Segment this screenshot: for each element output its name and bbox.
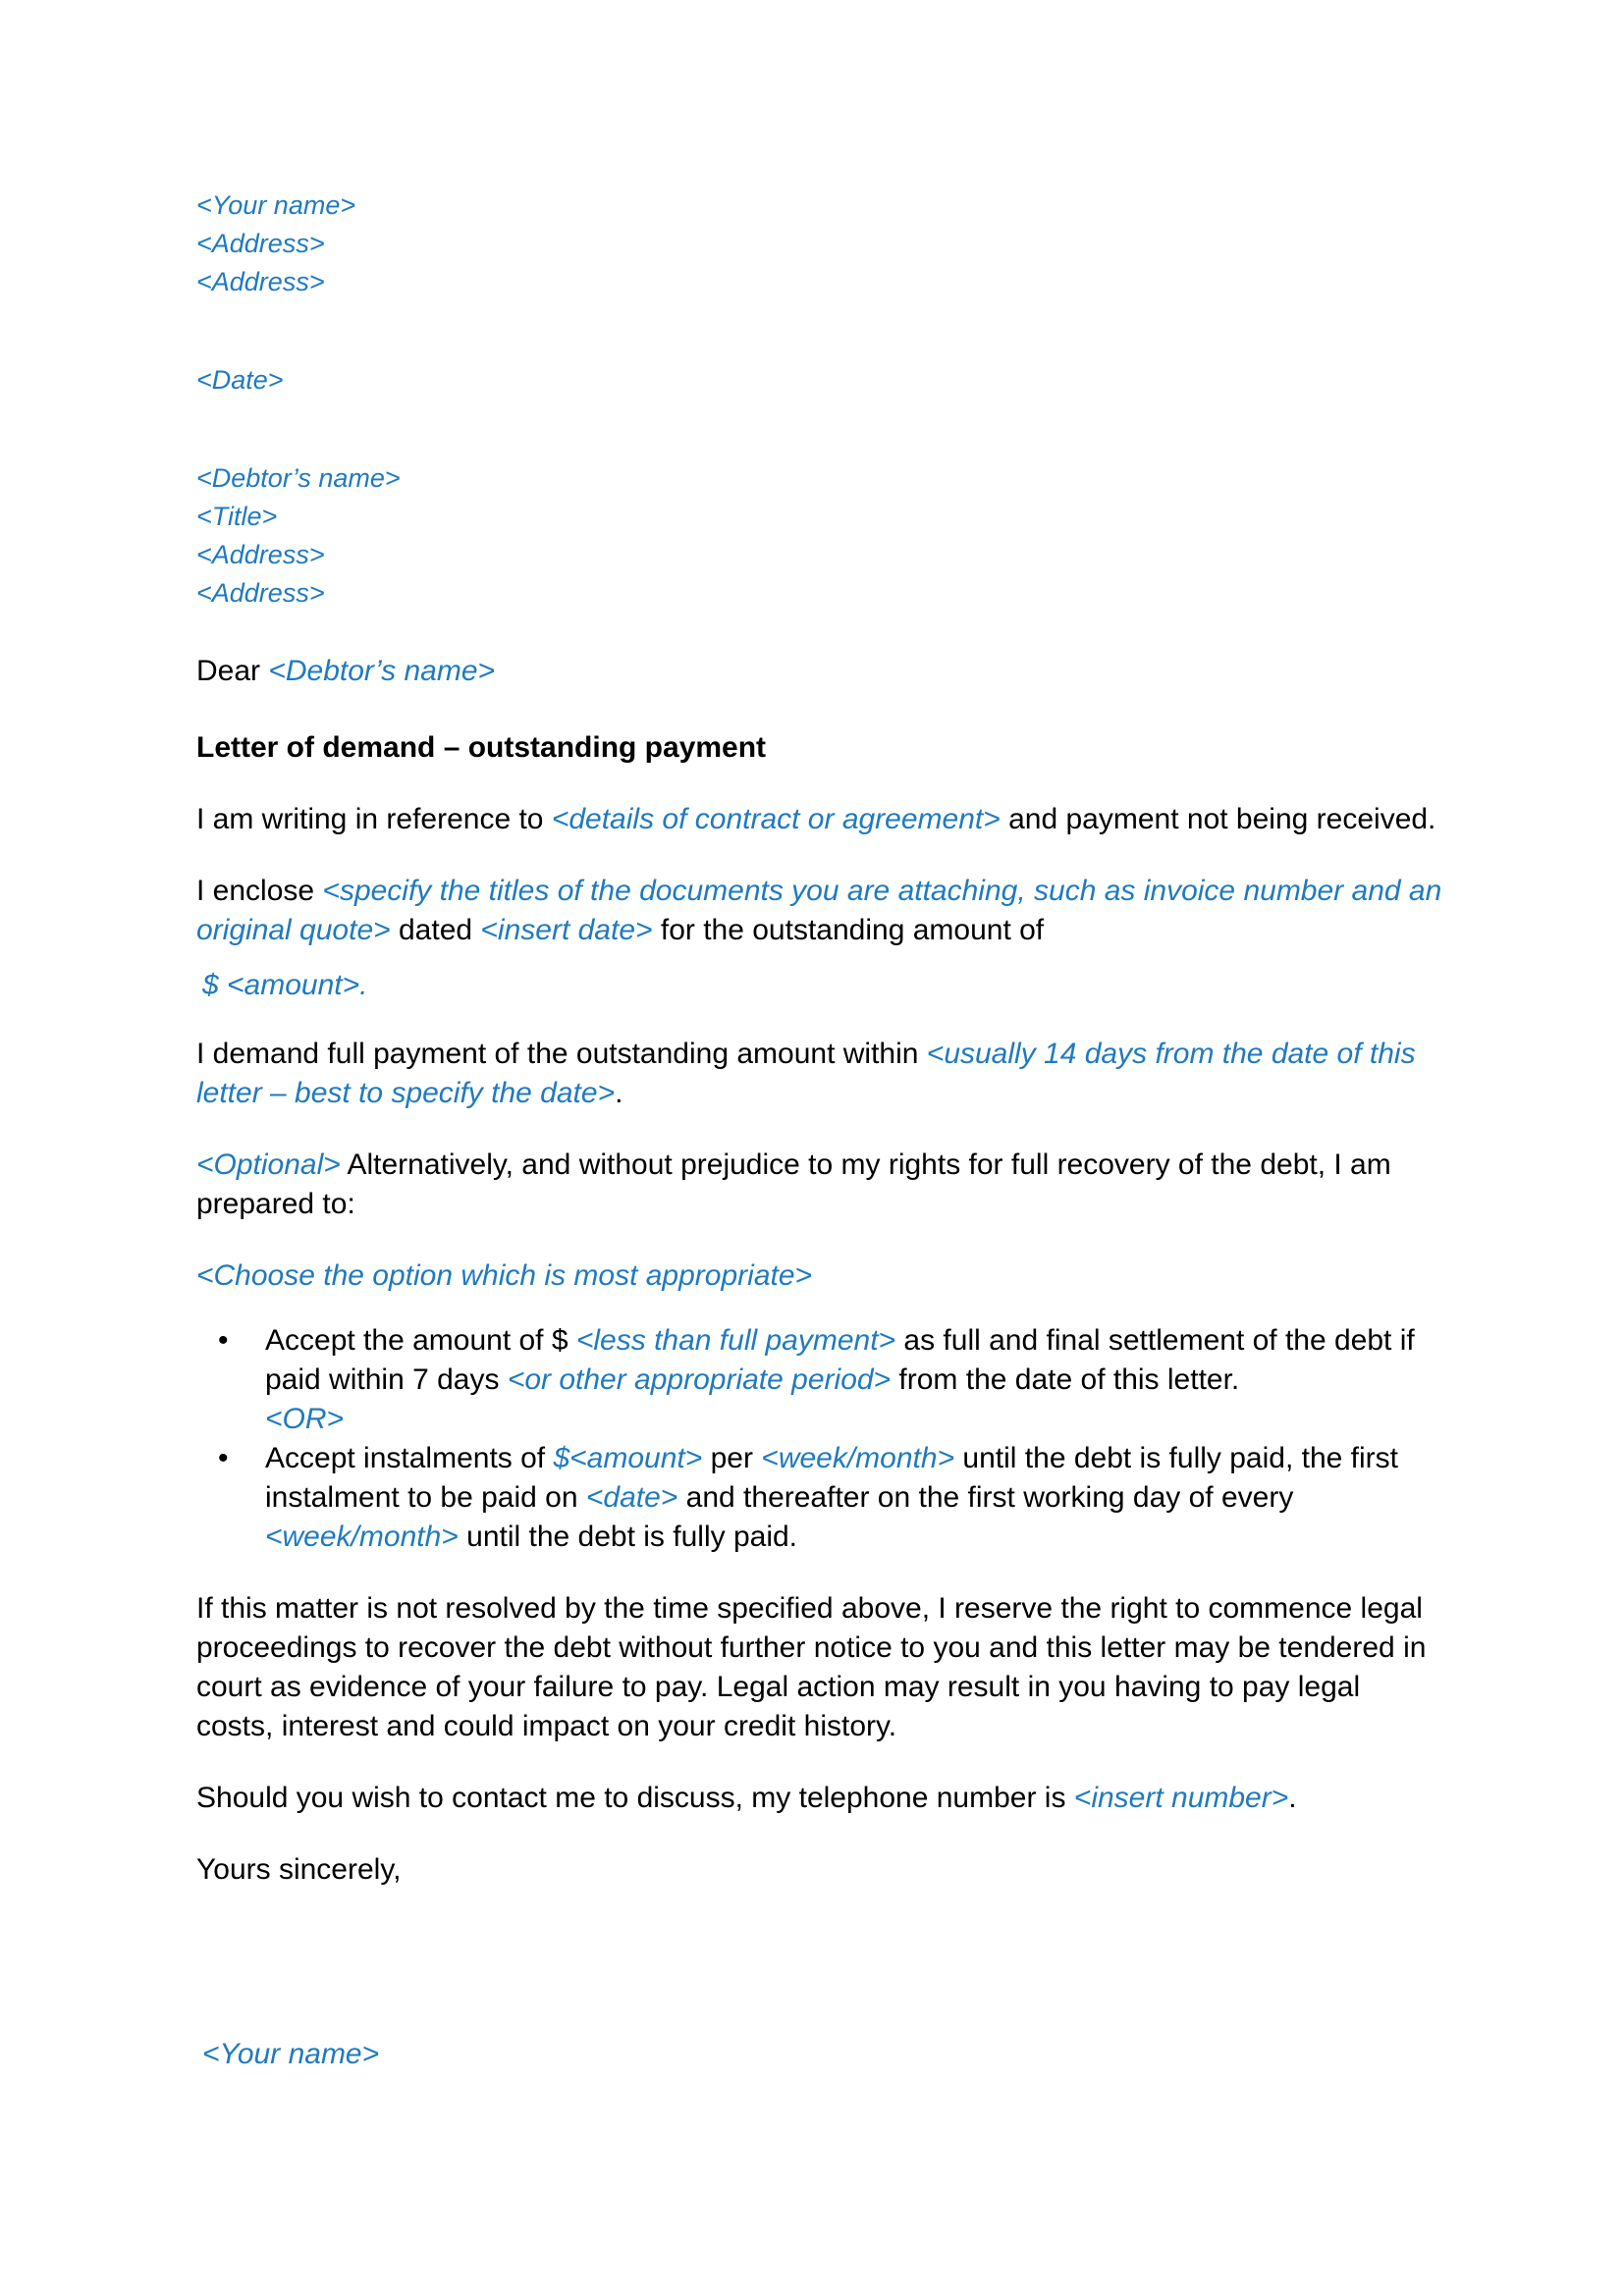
salutation xyxy=(196,652,1443,691)
sender-name: <Your name> xyxy=(196,190,356,220)
reference-text-2: and payment not being received. xyxy=(1000,803,1436,835)
recurring-frequency-placeholder: <week/month> xyxy=(265,1521,459,1553)
signature-name-placeholder: <Your name> xyxy=(202,2038,380,2070)
salutation-debtor-placeholder: <Debtor’s name> xyxy=(268,655,496,687)
debtor-address-line-1: <Address> xyxy=(196,540,325,569)
instalment-frequency-placeholder: <week/month> xyxy=(761,1442,955,1474)
paragraph-legal-notice: If this matter is not resolved by the time specified above, I reserve the right to commence legal proceedings to recover the debt without further notice to you and this letter may be tendered in court as evidence of your failure to pay. Legal action may result in you having to pay legal costs, interest and could impact on your credit history. xyxy=(196,1592,1427,1742)
bullet-icon: • xyxy=(218,1324,229,1357)
insert-date-placeholder: <insert date> xyxy=(480,914,653,946)
list-item-option-2 xyxy=(196,1439,1443,1557)
paragraph-contact xyxy=(196,1779,1443,1818)
enclose-text-3: for the outstanding amount of xyxy=(652,914,1045,946)
option2-text-3: until the debt is fully paid, the first instalment to be paid on xyxy=(265,1442,1398,1514)
contact-text-2: . xyxy=(1288,1782,1297,1814)
settlement-options-list xyxy=(196,1321,1443,1557)
optional-placeholder: <Optional> xyxy=(196,1148,341,1181)
option2-text-4: and thereafter on the first working day of every xyxy=(677,1481,1294,1514)
reference-text-1: I am writing in reference to xyxy=(196,803,552,835)
choose-option-instruction: <Choose the option which is most appropriate> xyxy=(196,1259,813,1292)
list-item-option-1 xyxy=(196,1321,1443,1439)
sender-address-block xyxy=(196,187,1443,301)
enclose-text-1: I enclose xyxy=(196,875,323,907)
enclose-text-2: dated xyxy=(390,914,481,946)
paragraph-enclose xyxy=(196,872,1443,950)
payment-deadline-placeholder: <usually 14 days from the date of this letter – best to specify the date> xyxy=(196,1038,1416,1109)
optional-text-1: Alternatively, and without prejudice to my rights for full recovery of the debt, I am prepared to: xyxy=(196,1148,1391,1220)
contact-text-1: Should you wish to contact me to discuss, my telephone number is xyxy=(196,1782,1074,1814)
option1-text-2: as full and final settlement of the debt if paid within 7 days xyxy=(265,1324,1415,1396)
appropriate-period-placeholder: <or other appropriate period> xyxy=(507,1363,892,1396)
outstanding-amount-placeholder: $ <amount>. xyxy=(202,969,368,1001)
closing-salutation: Yours sincerely, xyxy=(196,1853,402,1886)
option1-text-3: from the date of this letter. xyxy=(891,1363,1240,1396)
sender-address-line-1: <Address> xyxy=(196,229,325,258)
option2-text-1: Accept instalments of xyxy=(265,1442,554,1474)
contract-details-placeholder: <details of contract or agreement> xyxy=(551,803,1001,835)
date-placeholder: <Date> xyxy=(196,365,284,395)
bullet-icon: • xyxy=(218,1442,229,1474)
debtor-address-block xyxy=(196,459,1443,613)
paragraph-optional xyxy=(196,1146,1443,1224)
sender-address-line-2: <Address> xyxy=(196,267,325,296)
first-instalment-date-placeholder: <date> xyxy=(585,1481,678,1514)
or-separator-label: <OR> xyxy=(265,1403,345,1435)
paragraph-demand xyxy=(196,1035,1443,1113)
debtor-address-line-2: <Address> xyxy=(196,578,325,608)
debtor-name: <Debtor’s name> xyxy=(196,463,401,493)
demand-text-1: I demand full payment of the outstanding amount within xyxy=(196,1038,927,1070)
salutation-prefix: Dear xyxy=(196,655,269,687)
demand-text-2: . xyxy=(615,1077,623,1109)
letter-heading: Letter of demand – outstanding payment xyxy=(196,731,767,764)
debtor-title: <Title> xyxy=(196,502,278,531)
paragraph-reference xyxy=(196,800,1443,839)
option2-text-2: per xyxy=(702,1442,762,1474)
document-titles-placeholder: <specify the titles of the documents you are attaching, such as invoice number and an original quote> xyxy=(196,875,1442,946)
option1-text-1: Accept the amount of $ xyxy=(265,1324,576,1357)
instalment-amount-placeholder: $<amount> xyxy=(553,1442,703,1474)
less-than-full-payment-placeholder: <less than full payment> xyxy=(575,1324,896,1357)
option2-text-5: until the debt is fully paid. xyxy=(458,1521,798,1553)
date-block xyxy=(196,361,1443,400)
letter-body xyxy=(196,187,1443,2074)
telephone-number-placeholder: <insert number> xyxy=(1073,1782,1289,1814)
